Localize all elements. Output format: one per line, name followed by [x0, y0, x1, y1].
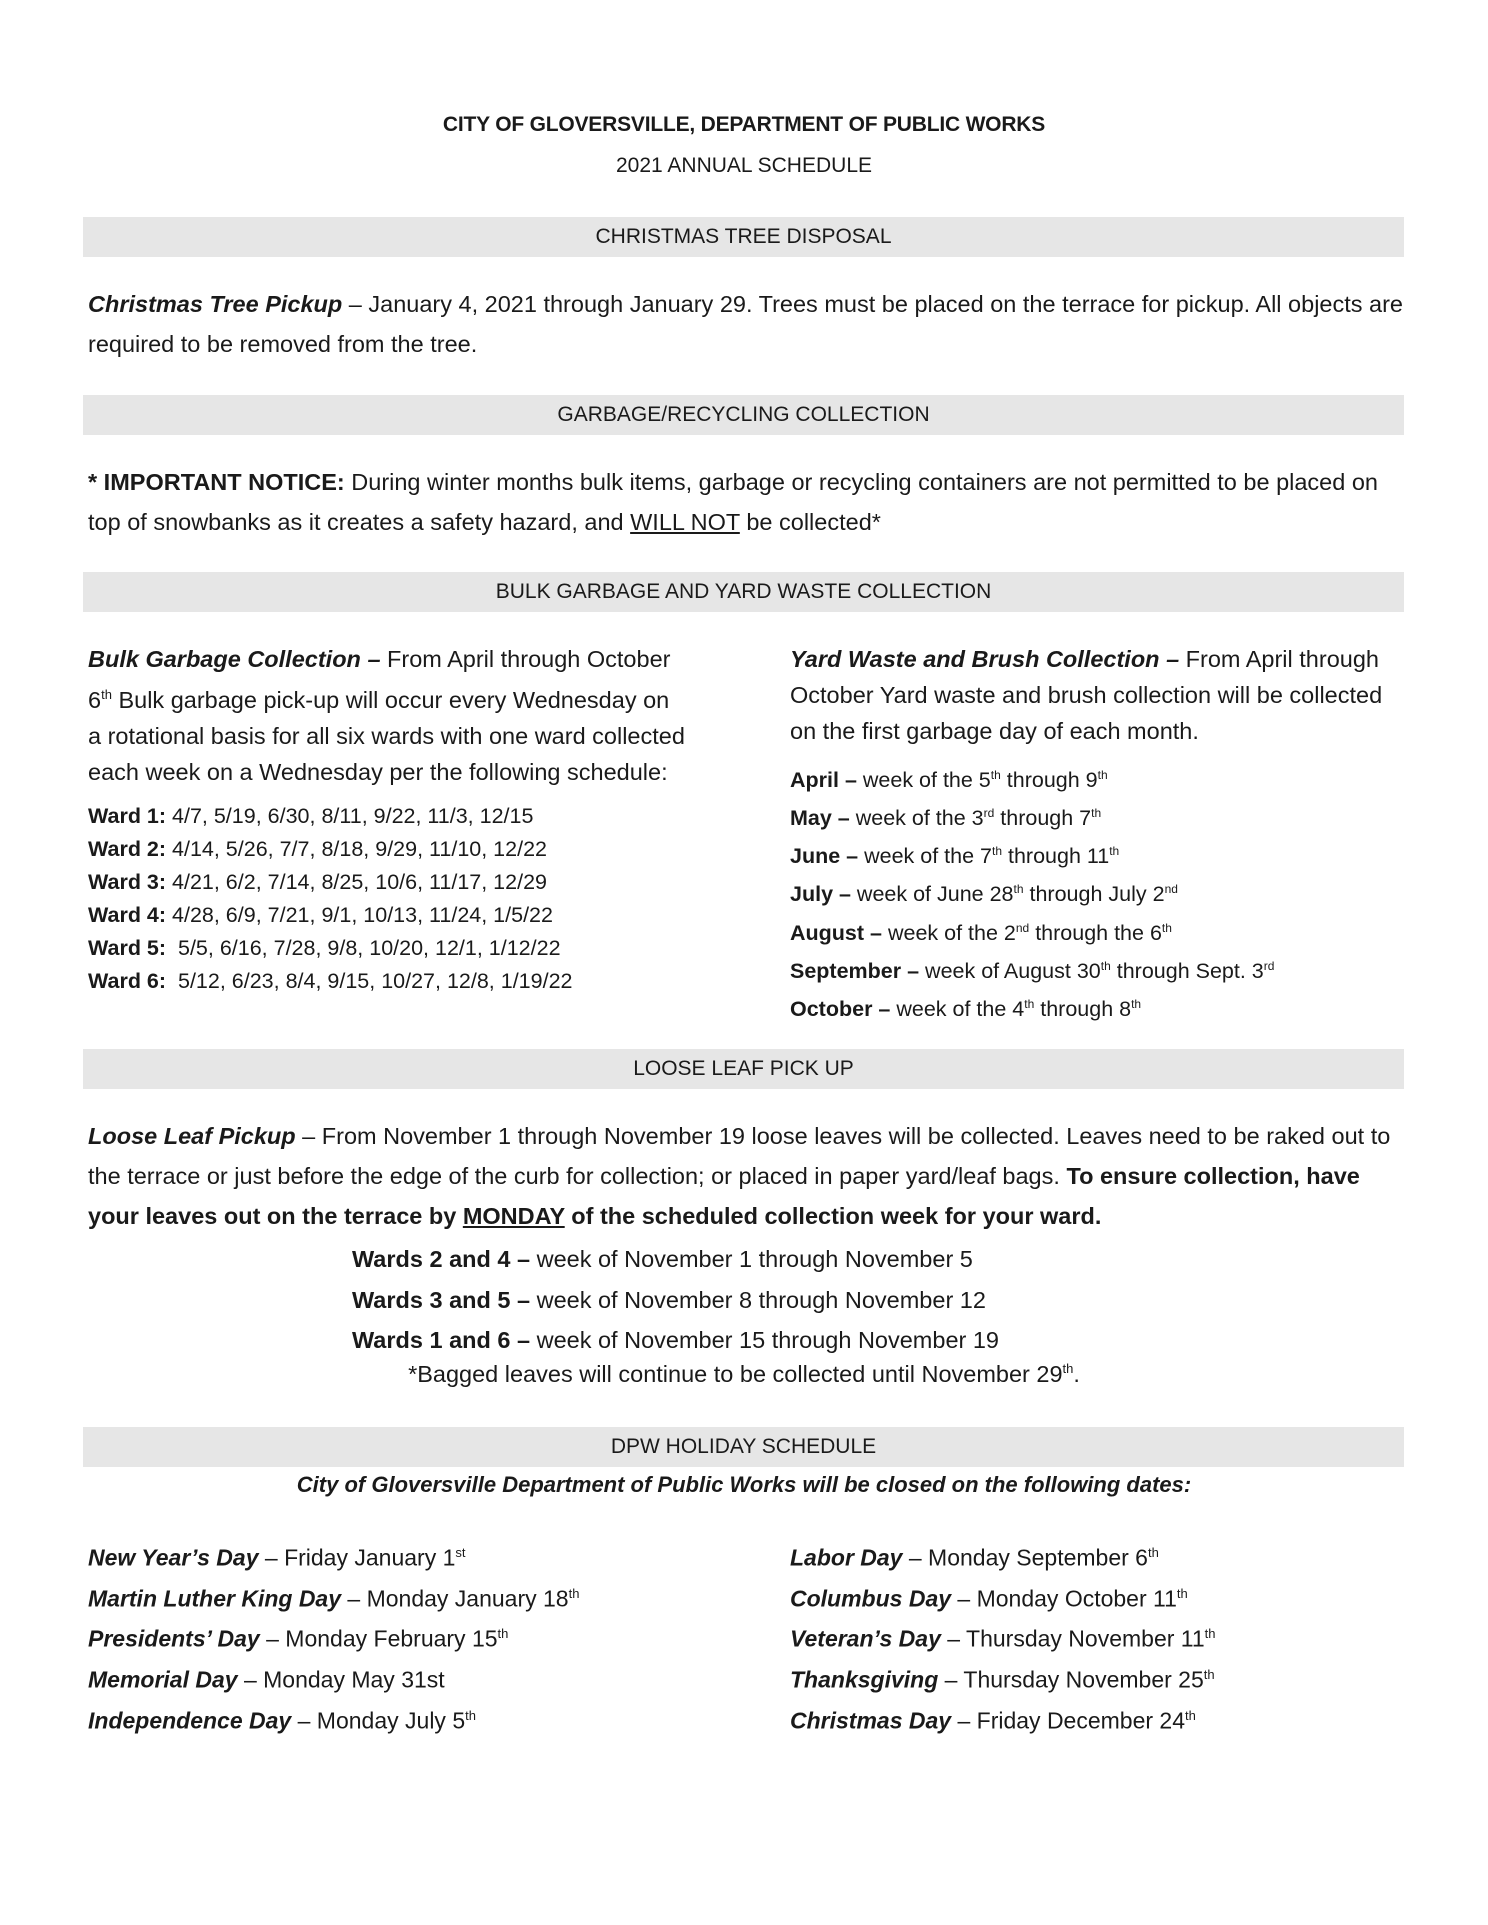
ward-row	[88, 965, 688, 998]
month-text-a: week of the 5	[856, 768, 991, 793]
month-row	[790, 835, 1390, 873]
month-text-a: week of the 2	[881, 920, 1016, 945]
leaf-bold-b: of the scheduled collection week for your ward.	[564, 1203, 1102, 1229]
month-sup-1: th	[1024, 996, 1035, 1011]
month-label: July –	[790, 882, 851, 907]
leaf-paragraph	[88, 1116, 1413, 1236]
leaf-ward-row	[352, 1280, 999, 1321]
leaf-text: – From November 1 through November 19 loose leaves will be collected. Leaves need to be raked out to the terrace or just before the edge of the curb for collection; or placed in paper yard/leaf bags.	[88, 1123, 1391, 1189]
bulk-label: Bulk Garbage Collection –	[88, 646, 381, 672]
holiday-date: – Monday September 6	[902, 1544, 1148, 1571]
holiday-date: – Monday February 15	[259, 1625, 498, 1652]
ward-row	[88, 866, 688, 899]
section-heading-bulk: BULK GARBAGE AND YARD WASTE COLLECTION	[83, 572, 1404, 612]
notice-emphasis: WILL NOT	[630, 509, 740, 535]
holiday-name: Thanksgiving	[790, 1666, 945, 1693]
holiday-name: Christmas Day	[790, 1707, 952, 1734]
leaf-bold-a: To ensure collection, have your leaves out on the terrace by	[88, 1163, 1360, 1229]
leaf-ward-label: Wards 2 and 4 –	[352, 1246, 531, 1272]
month-sup-1: th	[1013, 882, 1024, 897]
month-sup-1: rd	[983, 806, 995, 821]
month-label: June –	[790, 844, 859, 869]
holiday-sup: st	[455, 1545, 466, 1560]
month-row	[790, 797, 1390, 835]
month-text-a: week of August 30	[919, 958, 1101, 983]
bagged-leaves-note	[0, 1361, 1488, 1388]
month-text-b: through July 2	[1023, 882, 1165, 907]
month-label: September –	[790, 958, 920, 983]
bagged-end: .	[1073, 1361, 1080, 1387]
yard-intro	[790, 641, 1390, 749]
ward-list	[88, 800, 688, 998]
month-label: May –	[790, 806, 850, 831]
holiday-date: – Friday December 24	[951, 1707, 1186, 1734]
holiday-date: – Monday October 11	[951, 1585, 1177, 1612]
holiday-name: Veteran’s Day	[790, 1625, 941, 1652]
bulk-text-a: From April through October 6	[88, 646, 671, 713]
holiday-row	[790, 1698, 1216, 1739]
ward-dates: 4/14, 5/26, 7/7, 8/18, 9/29, 11/10, 12/22	[166, 836, 547, 861]
ward-label: Ward 1:	[88, 803, 167, 828]
holiday-date: – Monday May 31st	[237, 1666, 445, 1693]
month-text-b: through Sept. 3	[1110, 958, 1264, 983]
holiday-sup: th	[1203, 1666, 1215, 1682]
month-text-a: week of the 7	[858, 844, 992, 869]
bagged-text: *Bagged leaves will continue to be collected until November 29	[408, 1361, 1063, 1387]
leaf-ward-label: Wards 1 and 6 –	[352, 1327, 531, 1353]
holiday-row	[790, 1657, 1216, 1698]
notice-end: be collected*	[739, 509, 881, 535]
month-sup-2: th	[1097, 768, 1108, 782]
month-sup-1: th	[990, 768, 1001, 782]
garbage-notice	[88, 462, 1413, 542]
holiday-row	[88, 1657, 579, 1698]
yard-text: From April through October Yard waste and brush collection will be collected on the first garbage day of each month.	[790, 646, 1383, 744]
month-sup-1: nd	[1015, 920, 1030, 935]
ward-label: Ward 4:	[88, 902, 167, 927]
holiday-sup: th	[568, 1585, 580, 1601]
holiday-name: Martin Luther King Day	[88, 1585, 342, 1612]
bulk-intro	[88, 641, 688, 790]
leaf-ward-text: week of November 15 through November 19	[530, 1327, 1000, 1353]
holiday-row	[790, 1535, 1216, 1576]
ward-row	[88, 833, 688, 866]
notice-text: During winter months bulk items, garbage or recycling containers are not permitted to be placed on top of snowbanks as it creates a safety hazard, and	[88, 469, 1378, 535]
section-heading-christmas: CHRISTMAS TREE DISPOSAL	[83, 217, 1404, 257]
holiday-subheading: City of Gloversville Department of Public Works will be closed on the following dates:	[296, 1472, 1192, 1497]
bagged-sup: th	[1062, 1361, 1074, 1377]
ward-label: Ward 5:	[88, 935, 167, 960]
section-heading-leaf: LOOSE LEAF PICK UP	[83, 1049, 1404, 1089]
christmas-label: Christmas Tree Pickup	[88, 291, 343, 317]
month-list	[790, 759, 1390, 1026]
holiday-date: – Monday July 5	[291, 1707, 466, 1734]
christmas-text: – January 4, 2021 through January 29. Trees must be placed on the terrace for pickup. All objects are required to be removed from the tree.	[88, 291, 1404, 357]
month-text-b: through 11	[1002, 844, 1110, 869]
holiday-sup: th	[1204, 1626, 1216, 1642]
bulk-sup: th	[101, 687, 112, 702]
holiday-sup: th	[497, 1626, 509, 1642]
ward-dates: 5/5, 6/16, 7/28, 9/8, 10/20, 12/1, 1/12/22	[166, 935, 561, 960]
month-sup-2: rd	[1263, 958, 1275, 973]
month-text-a: week of the 4	[890, 997, 1025, 1022]
ward-row	[88, 800, 688, 833]
month-row	[790, 988, 1390, 1026]
holiday-row	[88, 1535, 579, 1576]
holiday-sup: th	[1185, 1707, 1196, 1723]
holiday-list-left	[88, 1535, 579, 1738]
ward-dates: 4/21, 6/2, 7/14, 8/25, 10/6, 11/17, 12/29	[166, 869, 547, 894]
holiday-row	[88, 1616, 579, 1657]
holiday-row	[790, 1616, 1216, 1657]
holiday-name: Columbus Day	[790, 1585, 952, 1612]
month-label: August –	[790, 920, 882, 945]
holiday-date: – Thursday November 11	[940, 1625, 1205, 1652]
section-heading-garbage: GARBAGE/RECYCLING COLLECTION	[83, 395, 1404, 435]
holiday-row	[88, 1698, 579, 1739]
ward-dates: 5/12, 6/23, 8/4, 9/15, 10/27, 12/8, 1/19/22	[166, 968, 573, 993]
leaf-ward-text: week of November 1 through November 5	[530, 1246, 973, 1272]
month-sup-2: nd	[1164, 882, 1178, 897]
notice-label: * IMPORTANT NOTICE:	[88, 469, 345, 495]
holiday-row	[88, 1576, 579, 1617]
month-text-a: week of June 28	[850, 882, 1014, 907]
holiday-name: Memorial Day	[88, 1666, 238, 1693]
ward-row	[88, 899, 688, 932]
month-sup-1: th	[992, 844, 1003, 859]
month-row	[790, 759, 1390, 797]
holiday-sup: th	[1147, 1545, 1159, 1560]
ward-dates: 4/7, 5/19, 6/30, 8/11, 9/22, 11/3, 12/15	[166, 803, 534, 828]
holiday-date: – Thursday November 25	[944, 1666, 1204, 1693]
holiday-row	[790, 1576, 1216, 1617]
bulk-text-b: Bulk garbage pick-up will occur every Wednesday on a rotational basis for all six wards with one ward collected each week on a Wednesday per the following schedule:	[88, 686, 685, 785]
leaf-ward-label: Wards 3 and 5 –	[352, 1286, 531, 1313]
leaf-label: Loose Leaf Pickup	[88, 1123, 296, 1149]
leaf-ward-row	[352, 1320, 999, 1361]
section-heading-holiday: DPW HOLIDAY SCHEDULE	[83, 1427, 1404, 1467]
holiday-name: Independence Day	[88, 1707, 292, 1734]
document-subtitle: 2021 ANNUAL SCHEDULE	[616, 154, 872, 177]
document-title: CITY OF GLOVERSVILLE, DEPARTMENT OF PUBLIC WORKS	[442, 113, 1046, 136]
month-sup-2: th	[1131, 996, 1142, 1011]
holiday-name: Labor Day	[790, 1544, 903, 1571]
bulk-column	[88, 641, 688, 998]
month-row	[790, 873, 1390, 911]
holiday-name: New Year’s Day	[88, 1544, 259, 1571]
month-text-b: through the 6	[1029, 920, 1162, 945]
holiday-date: – Friday January 1	[258, 1544, 456, 1571]
month-row	[790, 912, 1390, 950]
month-sup-2: th	[1161, 920, 1172, 935]
ward-label: Ward 6:	[88, 968, 167, 993]
month-text-b: through 9	[1000, 768, 1098, 793]
holiday-list-right	[790, 1535, 1216, 1738]
month-text-b: through 7	[994, 806, 1092, 831]
leaf-ward-row	[352, 1239, 999, 1280]
yard-column	[790, 641, 1390, 1026]
holiday-sup: th	[1176, 1585, 1188, 1601]
ward-dates: 4/28, 6/9, 7/21, 9/1, 10/13, 11/24, 1/5/22	[166, 902, 553, 927]
month-sup-2: th	[1109, 844, 1120, 859]
yard-label: Yard Waste and Brush Collection –	[790, 646, 1180, 672]
ward-row	[88, 932, 688, 965]
leaf-bold-monday: MONDAY	[462, 1203, 565, 1229]
month-label: April –	[790, 768, 857, 793]
holiday-name: Presidents’ Day	[88, 1625, 260, 1652]
month-sup-1: th	[1100, 958, 1111, 973]
christmas-paragraph	[88, 284, 1413, 364]
ward-label: Ward 3:	[88, 869, 167, 894]
month-text-b: through 8	[1034, 997, 1132, 1022]
leaf-ward-text: week of November 8 through November 12	[530, 1286, 986, 1313]
month-label: October –	[790, 997, 891, 1022]
month-sup-2: th	[1091, 806, 1102, 821]
leaf-ward-list	[352, 1239, 999, 1361]
month-row	[790, 950, 1390, 988]
ward-label: Ward 2:	[88, 836, 167, 861]
holiday-sup: th	[465, 1707, 476, 1723]
holiday-date: – Monday January 18	[341, 1585, 569, 1612]
month-text-a: week of the 3	[849, 806, 984, 831]
